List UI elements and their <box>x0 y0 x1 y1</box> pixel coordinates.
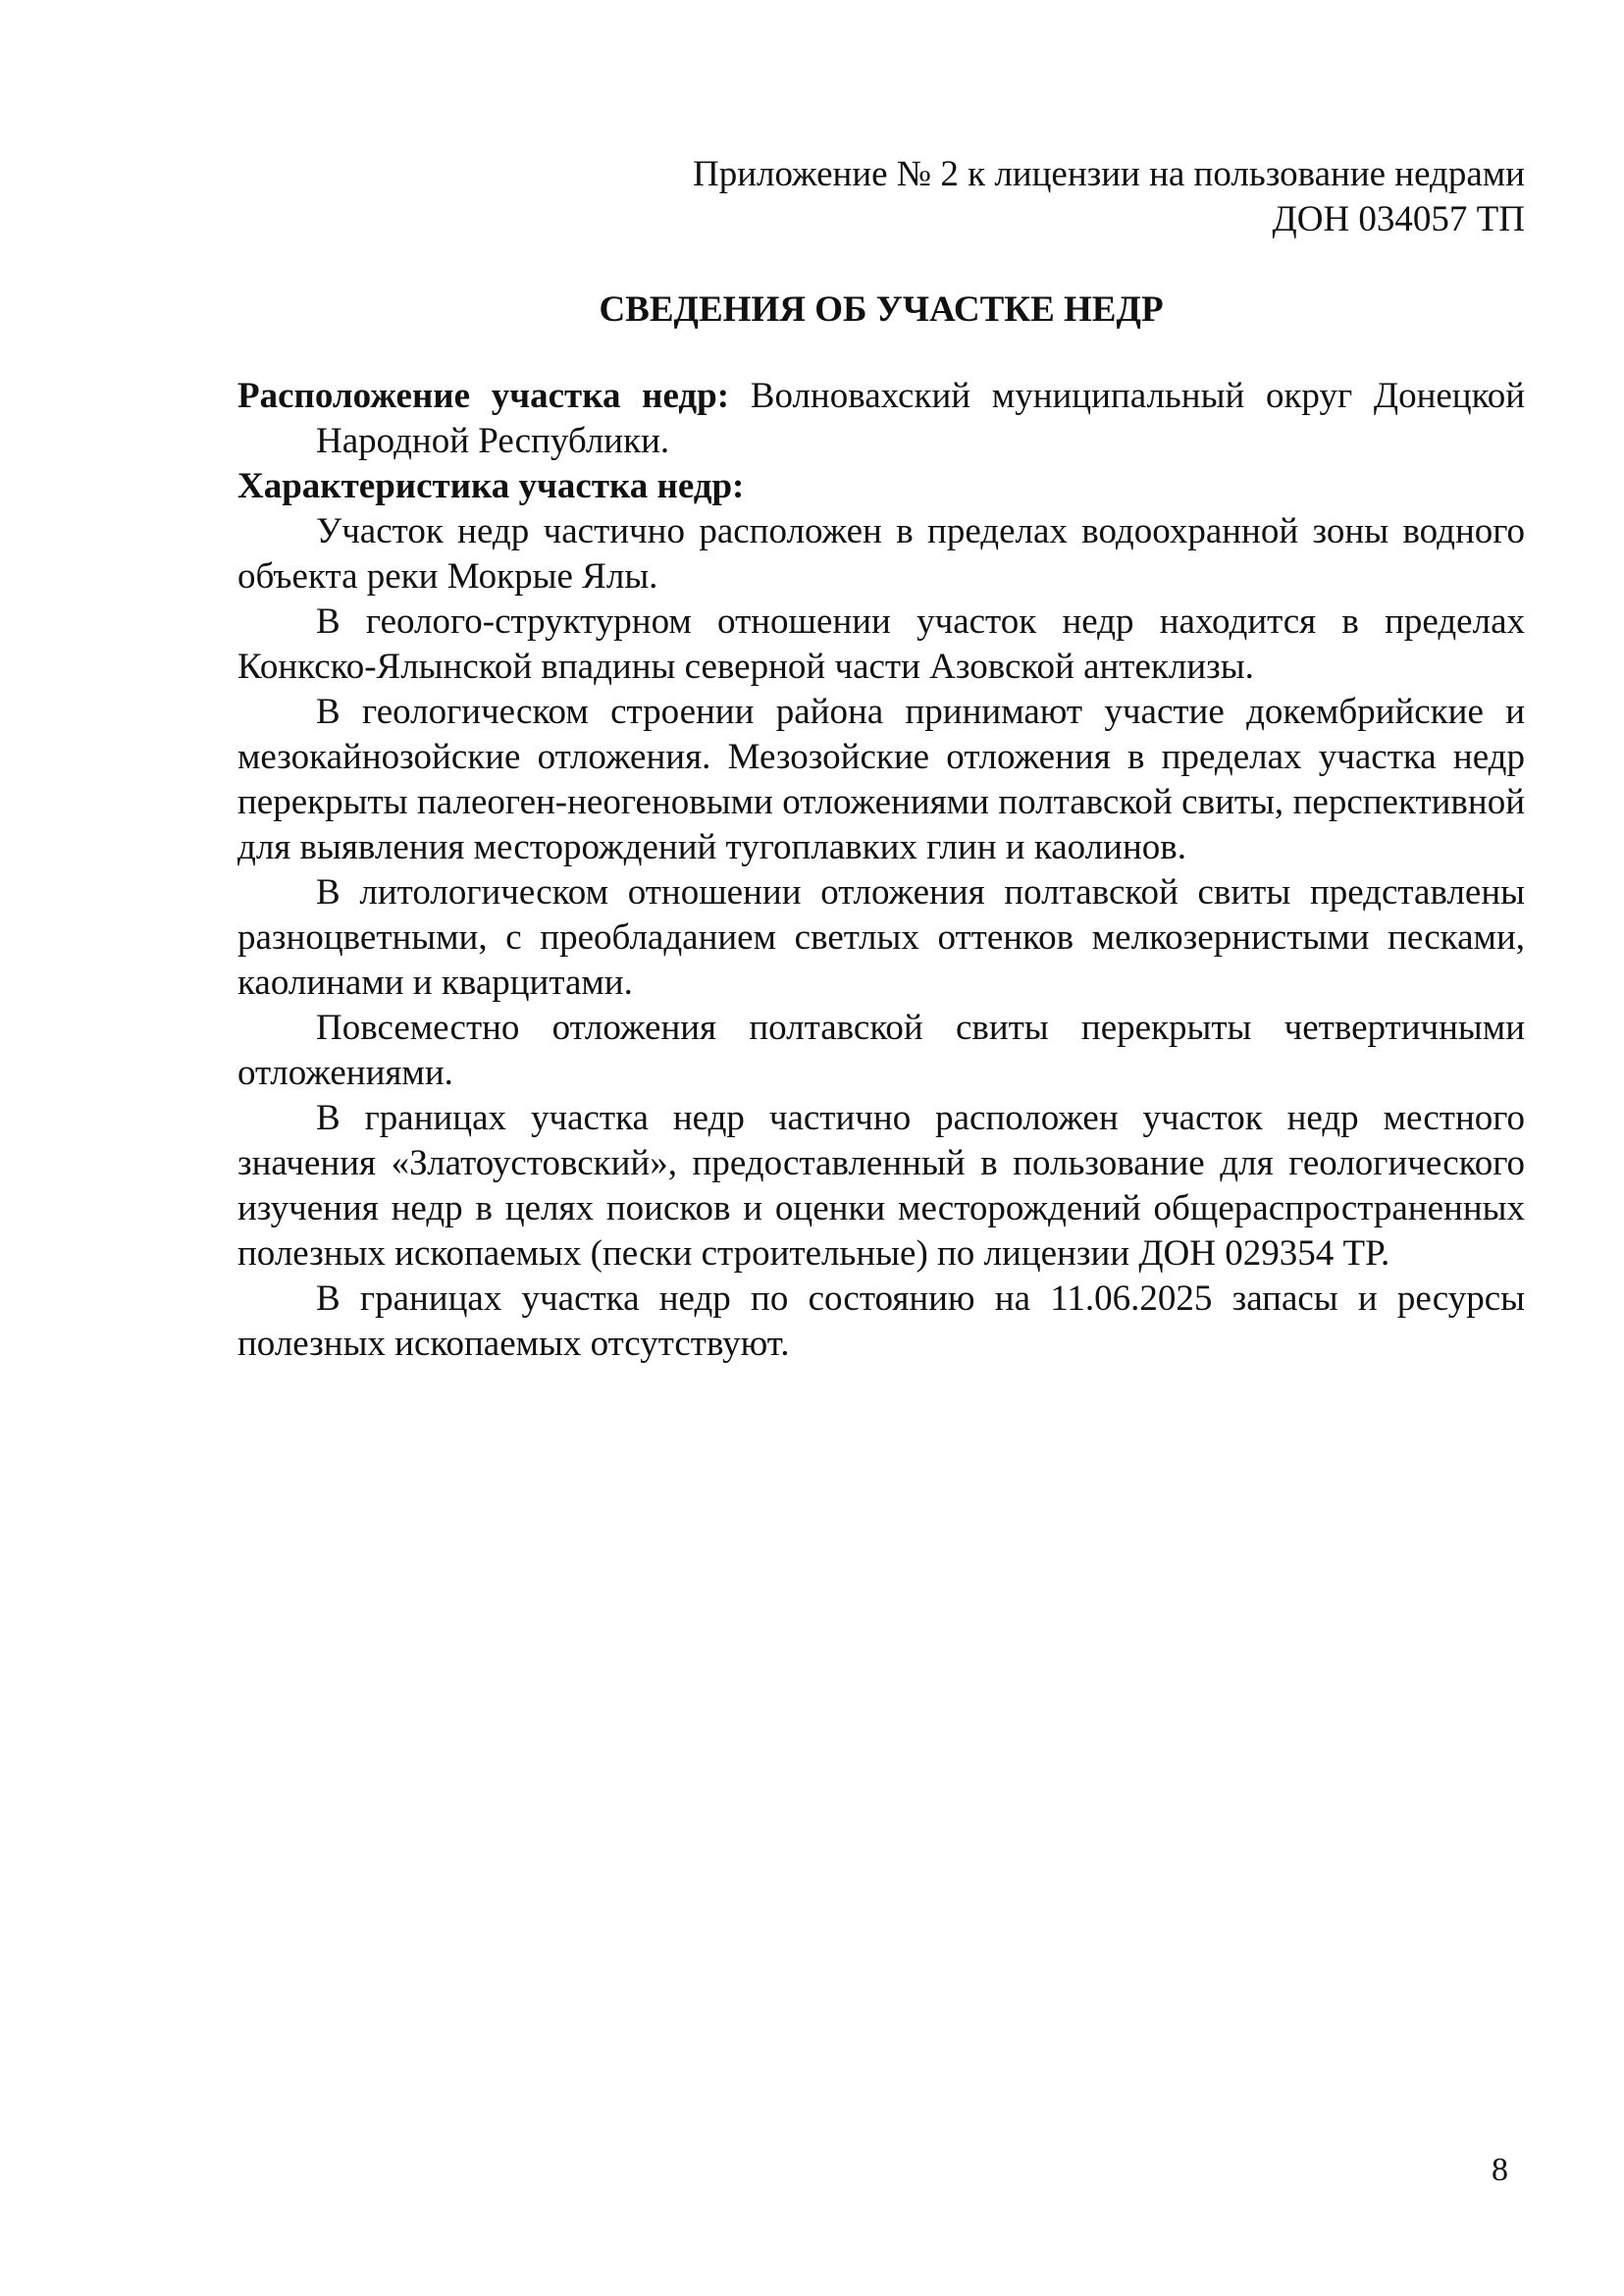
appendix-header-line1: Приложение № 2 к лицензии на пользование недрами <box>692 154 1525 194</box>
characteristics-heading: Характеристика участка недр: <box>237 466 745 506</box>
page-number: 8 <box>1492 2152 1508 2188</box>
characteristics-paragraph-6: В границах участка недр частично расположен участок недр местного значения «Златоустовский», предоставленный в пользование для геологического изучения недр в целях поисков и оценки месторождений общераспространенных полезных ископаемых (пески строительные) по лицензии ДОН 029354 ТР. <box>237 1098 1525 1274</box>
characteristics-paragraph-5: Повсеместно отложения полтавской свиты перекрыты четвертичными отложениями. <box>237 1008 1525 1093</box>
characteristics-paragraph-4: В литологическом отношении отложения полтавской свиты представлены разноцветными, с преобладанием светлых оттенков мелкозернистыми песками, каолинами и кварцитами. <box>237 872 1525 1003</box>
location-label: Расположение участка недр: <box>237 376 730 416</box>
appendix-header <box>237 152 1525 242</box>
appendix-header-line2: ДОН 034057 ТП <box>1272 199 1525 239</box>
document-title: СВЕДЕНИЯ ОБ УЧАСТКЕ НЕДР <box>599 289 1164 330</box>
location-text: Волновахский муниципальный округ Донецкой Народной Республики. <box>316 376 1525 461</box>
characteristics-paragraph-2: В геолого-структурном отношении участок недр находится в пределах Конкско-Ялынской впадины северной части Азовской антеклизы. <box>237 601 1525 687</box>
characteristics-paragraph-7: В границах участка недр по состоянию на 11.06.2025 запасы и ресурсы полезных ископаемых отсутствуют. <box>237 1278 1525 1364</box>
document-content <box>237 152 1525 1367</box>
characteristics-paragraph-3: В геологическом строении района принимают участие докембрийские и мезокайнозойские отложения. Мезозойские отложения в пределах участка недр перекрыты палеоген-неогеновыми отложениями полтавской свиты, перспективной для выявления месторождений тугоплавких глин и каолинов. <box>237 692 1525 867</box>
location-paragraph <box>237 374 1525 464</box>
characteristics-paragraph-1: Участок недр частично расположен в пределах водоохранной зоны водного объекта реки Мокрые Ялы. <box>237 511 1525 597</box>
